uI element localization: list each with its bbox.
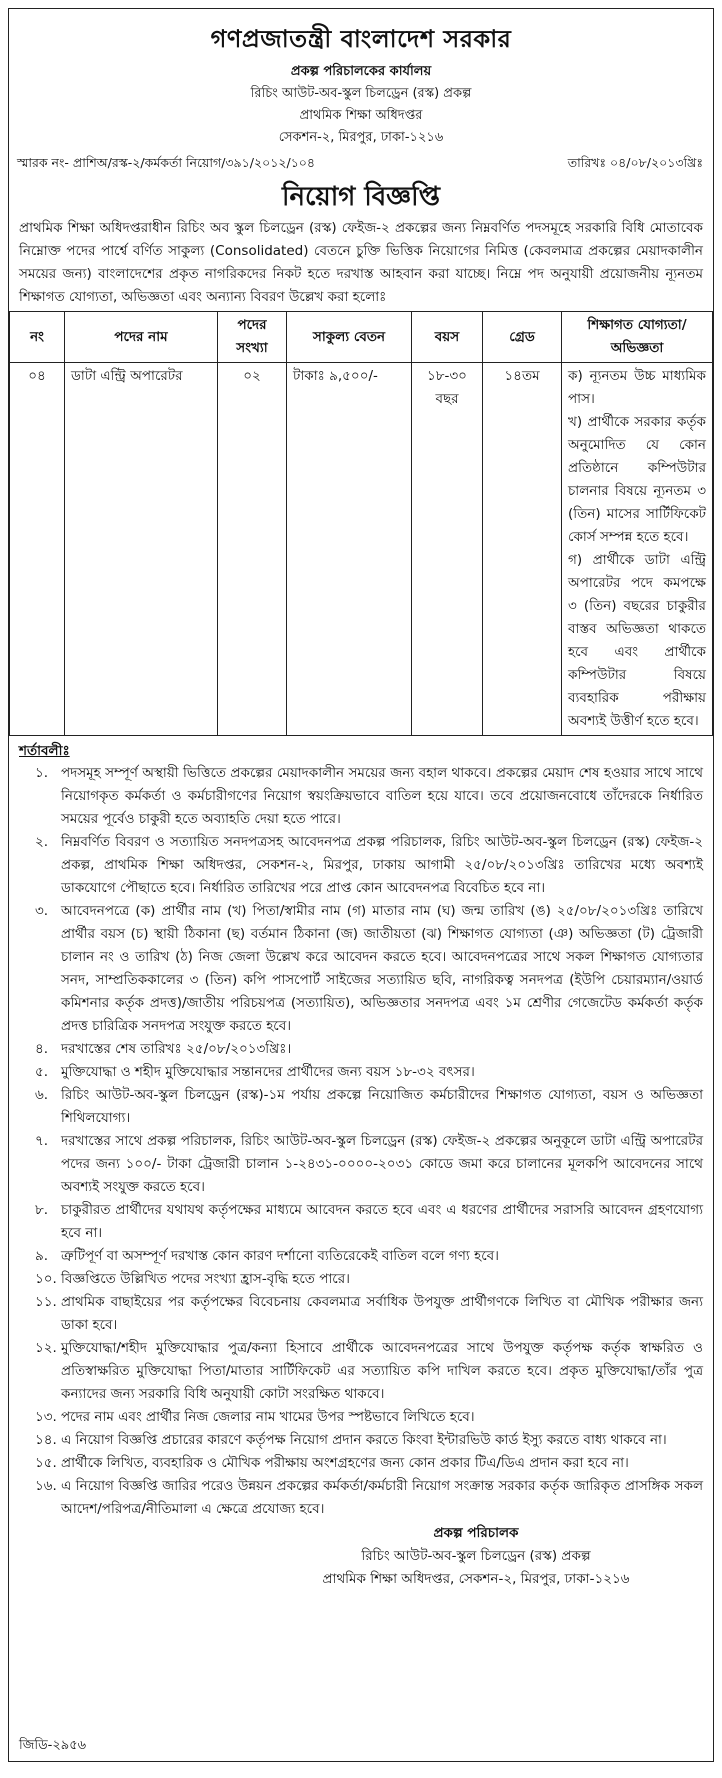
header-age: বয়স bbox=[412, 312, 483, 363]
list-item bbox=[19, 1199, 703, 1245]
list-item bbox=[19, 1475, 703, 1521]
condition-text: দরখাস্তের সাথে প্রকল্প পরিচালক, রিচিং আউট-অব-স্কুল চিলড্রেন (রস্ক) ফেইজ-২ প্রকল্পের অনুকূলে ডাটা এন্ট্রি অপারেটর পদের জন্য ১০০/- টাকা ট্রেজারী চালান ১-২৪৩১-০০০০-২০৩১ কোডে জমা করে চালানের মূলকপি আবেদনের সাথে অবশ্যই সংযুক্ত করতে হবে। bbox=[61, 1133, 703, 1195]
condition-number: ১২. bbox=[35, 1340, 57, 1356]
header-post-count: পদের সংখ্যা bbox=[218, 312, 287, 363]
conditions-list bbox=[9, 762, 713, 1521]
list-item bbox=[19, 1084, 703, 1130]
signature-block bbox=[239, 1522, 713, 1591]
list-item bbox=[19, 831, 703, 900]
header-grade: গ্রেড bbox=[483, 312, 562, 363]
condition-text: প্রাথমিক বাছাইয়ের পর কর্তৃপক্ষের বিবেচনায় কেবলমাত্র সর্বাধিক উপযুক্ত প্রার্থীগণকে লিখিত বা মৌখিক পরীক্ষার জন্য ডাকা হবে। bbox=[61, 1294, 703, 1333]
header bbox=[9, 9, 713, 149]
condition-text: আবেদনপত্রে (ক) প্রার্থীর নাম (খ) পিতা/স্বামীর নাম (গ) মাতার নাম (ঘ) জন্ম তারিখ (ঙ) ২৫/০৮/২০১৩খ্রিঃ তারিখে প্রার্থীর বয়স (চ) স্থায়ী ঠিকানা (ছ) বর্তমান ঠিকানা (জ) জাতীয়তা (ঝ) শিক্ষাগত যোগ্যতা (ঞ) অভিজ্ঞতা (ট) ট্রেজারী চালান নং ও তারিখ (ঠ) নিজ জেলা উল্লেখ করে আবেদন করতে হবে। আবেদনপত্রের সাথে সকল শিক্ষাগত যোগ্যতার সনদ, সাম্প্রতিককালের ৩ (তিন) কপি পাসপোর্ট সাইজের সত্যায়িত ছবি, নাগরিকত্ব সনদপত্র (ইউপি চেয়ারম্যান/ওয়ার্ড কমিশনার কর্তৃক প্রদত্ত)/জাতীয় পরিচয়পত্র (সত্যায়িত), অভিজ্ঞতার সনদপত্র এবং ১ম শ্রেণীর গেজেটেড কর্মকর্তা কর্তৃক প্রদত্ত চারিত্রিক সনদপত্র সংযুক্ত করতে হবে। bbox=[61, 903, 703, 1034]
signatory-project: রিচিং আউট-অব-স্কুল চিলড্রেন (রস্ক) প্রকল্প bbox=[361, 1548, 591, 1564]
condition-text: পদের নাম এবং প্রার্থীর নিজ জেলার নাম খামের উপর স্পষ্টভাবে লিখিতে হবে। bbox=[61, 1409, 475, 1425]
cell-grade: ১৪তম bbox=[483, 363, 562, 736]
header-qualification: শিক্ষাগত যোগ্যতা/অভিজ্ঞতা bbox=[562, 312, 713, 363]
condition-text: দরখাস্তের শেষ তারিখঃ ২৫/০৮/২০১৩খ্রিঃ। bbox=[61, 1041, 292, 1057]
qualification-item: খ) প্রার্থীকে সরকার কর্তৃক অনুমোদিত যে কোন প্রতিষ্ঠানে কম্পিউটার চালনার বিষয়ে ন্যূনতম ৩ (তিন) মাসের সার্টিফিকেট কোর্স সম্পন্ন হতে হবে। bbox=[568, 414, 706, 545]
list-item bbox=[19, 1268, 703, 1291]
condition-number: ৭. bbox=[35, 1133, 49, 1149]
condition-text: প্রার্থীকে লিখিত, ব্যবহারিক ও মৌখিক পরীক্ষায় অংশগ্রহণের জন্য কোন প্রকার টিএ/ডিএ প্রদান করা হবে না। bbox=[61, 1455, 629, 1471]
condition-text: রিচিং আউট-অব-স্কুল চিলড্রেন (রস্ক)-১ম পর্যায় প্রকল্পে নিয়োজিত কর্মচারীদের শিক্ষাগত যোগ্যতা, বয়স ও অভিজ্ঞতা শিথিলযোগ্য। bbox=[61, 1087, 703, 1126]
condition-text: মুক্তিযোদ্ধা/শহীদ মুক্তিযোদ্ধার পুত্র/কন্যা হিসাবে প্রার্থীকে আবেদনপত্রের সাথে উপযুক্ত কর্তৃপক্ষ কর্তৃক স্বাক্ষরিত ও প্রতিস্বাক্ষরিত মুক্তিযোদ্ধা পিতা/মাতার সার্টিফিকেট এর সত্যায়িত কপি দাখিল করতে হবে। প্রকৃত মুক্তিযোদ্ধা/তাঁর পুত্র কন্যাদের জন্য সরকারি বিধি অনুযায়ী কোটা সংরক্ষিত থাকবে। bbox=[61, 1340, 703, 1402]
condition-number: ৩. bbox=[35, 903, 49, 919]
cell-salary: টাকাঃ ৯,৫০০/- bbox=[287, 363, 412, 736]
condition-number: ১০. bbox=[35, 1271, 57, 1287]
header-salary: সাকুল্য বেতন bbox=[287, 312, 412, 363]
condition-number: ১৫. bbox=[35, 1455, 57, 1471]
list-item bbox=[19, 1406, 703, 1429]
government-name: গণপ্রজাতন্ত্রী বাংলাদেশ সরকার bbox=[210, 25, 512, 53]
list-item bbox=[19, 1337, 703, 1406]
list-item bbox=[19, 762, 703, 831]
condition-number: ১৬. bbox=[35, 1478, 57, 1494]
list-item bbox=[19, 1130, 703, 1199]
list-item bbox=[19, 1429, 703, 1452]
condition-number: ১. bbox=[35, 765, 49, 781]
table-header-row bbox=[10, 312, 713, 363]
memo-row bbox=[9, 155, 713, 177]
condition-number: ৬. bbox=[35, 1087, 49, 1103]
cell-age: ১৮-৩০ বছর bbox=[412, 363, 483, 736]
condition-text: নিম্নবর্ণিত বিবরণ ও সত্যায়িত সনদপত্রসহ আবেদনপত্র প্রকল্প পরিচালক, রিচিং আউট-অব-স্কুল চিলড্রেন (রস্ক) ফেইজ-২ প্রকল্প, প্রাথমিক শিক্ষা অধিদপ্তর, সেকশন-২, মিরপুর, ঢাকায় আগামী ২৫/০৮/২০১৩খ্রিঃ তারিখের মধ্যে অবশ্যই ডাকযোগে পৌছাতে হবে। নির্ধারিত তারিখের পরে প্রাপ্ত কোন আবেদনপত্র বিবেচিত হবে না। bbox=[61, 834, 703, 896]
office-address: সেকশন-২, মিরপুর, ঢাকা-১২১৬ bbox=[278, 130, 444, 145]
intro-paragraph: প্রাথমিক শিক্ষা অধিদপ্তরাধীন রিচিং অব স্কুল চিলড্রেন (রস্ক) ফেইজ-২ প্রকল্পের জন্য নিম্নবর্ণিত পদসমূহে সরকারি বিধি মোতাবেক নিম্নোক্ত পদের পার্শ্বে বর্ণিত সাকুল্য (Consolidated) বেতনে চুক্তি ভিত্তিক নিয়োগের নিমিত্ত (কেবলমাত্র প্রকল্পের মেয়াদকালীন সময়ের জন্য) বাংলাদেশের প্রকৃত নাগরিকদের নিকট হতে দরখাস্ত আহবান করা যাচ্ছে। নিম্নে পদ অনুযায়ী প্রয়োজনীয় ন্যূনতম শিক্ষাগত যোগ্যতা, অভিজ্ঞতা এবং অন্যান্য বিবরণ উল্লেখ করা হলোঃ bbox=[19, 220, 703, 305]
condition-text: ত্রুটিপূর্ণ বা অসম্পূর্ণ দরখাস্ত কোন কারণ দর্শানো ব্যতিরেকেই বাতিল বলে গণ্য হবে। bbox=[61, 1248, 500, 1264]
condition-text: পদসমূহ সম্পূর্ণ অস্থায়ী ভিত্তিতে প্রকল্পের মেয়াদকালীন সময়ের জন্য বহাল থাকবে। প্রকল্পের মেয়াদ শেষ হওয়ার সাথে সাথে নিয়োগকৃত কর্মকর্তা ও কর্মচারীগণের নিয়োগ স্বয়ংক্রিয়ভাবে বাতিল হয়ে যাবে। তবে প্রয়োজনবোধে তাঁদেরকে নির্ধারিত সময়ের পূর্বেও চাকুরী হতে অব্যাহতি দেয়া হতে পারে। bbox=[61, 765, 703, 827]
list-item bbox=[19, 900, 703, 1038]
office-name: প্রকল্প পরিচালকের কার্যালয় bbox=[290, 64, 432, 79]
condition-number: ১৪. bbox=[35, 1432, 57, 1448]
qualification-item: ক) ন্যূনতম উচ্চ মাধ্যমিক পাস। bbox=[568, 368, 706, 407]
list-item bbox=[19, 1061, 703, 1084]
condition-number: ৫. bbox=[35, 1064, 49, 1080]
notice-page bbox=[8, 8, 714, 1762]
cell-post-name: ডাটা এন্ট্রি অপারেটর bbox=[65, 363, 218, 736]
condition-text: চাকুরীরত প্রার্থীদের যথাযথ কর্তৃপক্ষের মাধ্যমে আবেদন করতে হবে এবং এ ধরণের প্রার্থীদের সরাসরি আবেদন গ্রহণযোগ্য হবে না। bbox=[61, 1202, 703, 1241]
list-item bbox=[19, 1245, 703, 1268]
signatory-address: প্রাথমিক শিক্ষা অধিদপ্তর, সেকশন-২, মিরপুর, ঢাকা-১২১৬ bbox=[322, 1571, 630, 1587]
condition-text: এ নিয়োগ বিজ্ঞপ্তি জারির পরেও উন্নয়ন প্রকল্পের কর্মকর্তা/কর্মচারী নিয়োগ সংক্রান্ত সরকার কর্তৃক জারিকৃত প্রাসঙ্গিক সকল আদেশ/পরিপত্র/নীতিমালা এ ক্ষেত্রে প্রযোজ্য হবে। bbox=[61, 1478, 703, 1517]
condition-number: ৮. bbox=[35, 1202, 49, 1218]
posts-table bbox=[9, 311, 713, 736]
cell-sl: ০৪ bbox=[10, 363, 65, 736]
gd-code: জিডি-২৯৫৬ bbox=[19, 1738, 87, 1753]
notice-title: নিয়োগ বিজ্ঞপ্তি bbox=[282, 182, 440, 212]
list-item bbox=[19, 1291, 703, 1337]
condition-text: মুক্তিযোদ্ধা ও শহীদ মুক্তিযোদ্ধার সন্তানদের প্রার্থীদের জন্য বয়স ১৮-৩২ বৎসর। bbox=[61, 1064, 475, 1080]
memo-reference: স্মারক নং- প্রাশিঅ/রস্ক-২/কর্মকর্তা নিয়োগ/৩৯১/২০১২/১০৪ bbox=[17, 155, 316, 170]
condition-number: ২. bbox=[35, 834, 49, 850]
qualification-item: গ) প্রার্থীকে ডাটা এন্ট্রি অপারেটর পদে কমপক্ষে ৩ (তিন) বছরের চাকুরীর বাস্তব অভিজ্ঞতা থাকতে হবে এবং প্রার্থীকে কম্পিউটার বিষয়ে ব্যবহারিক পরীক্ষায় অবশ্যই উত্তীর্ণ হতে হবে। bbox=[568, 552, 706, 729]
condition-text: এ নিয়োগ বিজ্ঞপ্তি প্রচারের কারণে কর্তৃপক্ষ নিয়োগ প্রদান করতে কিংবা ইন্টারভিউ কার্ড ইস্যু করতে বাধ্য থাকবে না। bbox=[61, 1432, 667, 1448]
condition-number: ১১. bbox=[35, 1294, 57, 1310]
list-item bbox=[19, 1452, 703, 1475]
condition-text: বিজ্ঞপ্তিতে উল্লিখিত পদের সংখ্যা হ্রাস-বৃদ্ধি হতে পারে। bbox=[61, 1271, 350, 1287]
condition-number: ৪. bbox=[35, 1041, 49, 1057]
condition-number: ১৩. bbox=[35, 1409, 57, 1425]
department-name: প্রাথমিক শিক্ষা অধিদপ্তর bbox=[299, 108, 423, 123]
conditions-title: শর্তাবলীঃ bbox=[19, 743, 70, 759]
project-name: রিচিং আউট-অব-স্কুল চিলড্রেন (রস্ক) প্রকল্প bbox=[250, 86, 472, 101]
memo-date: তারিখঃ ০৪/০৮/২০১৩খ্রিঃ bbox=[567, 155, 703, 170]
cell-post-count: ০২ bbox=[218, 363, 287, 736]
signatory-role: প্রকল্প পরিচালক bbox=[433, 1525, 519, 1541]
condition-number: ৯. bbox=[35, 1248, 49, 1264]
table-row bbox=[10, 363, 713, 736]
cell-qualification bbox=[562, 363, 713, 736]
list-item bbox=[19, 1038, 703, 1061]
header-sl: নং bbox=[10, 312, 65, 363]
header-post-name: পদের নাম bbox=[65, 312, 218, 363]
